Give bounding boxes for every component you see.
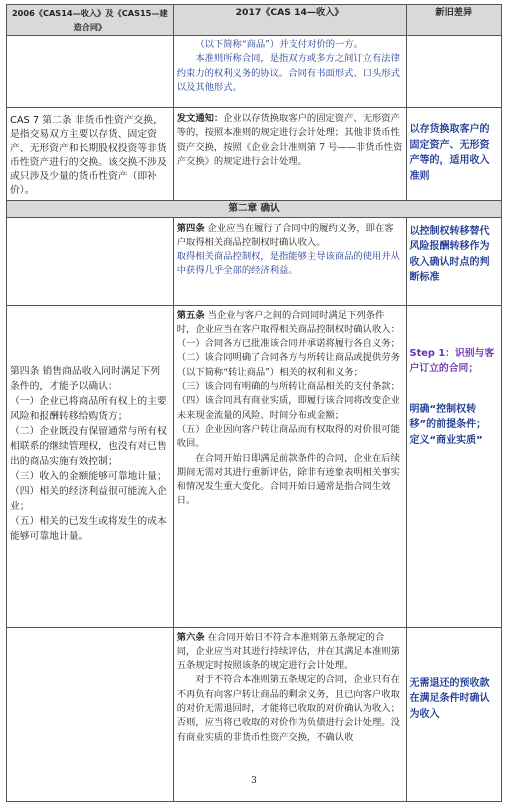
row1-old: CAS 7 第二条 非货币性资产交换，是指交易双方主要以存货、固定资产、无形资产和长期股权投资等非货币性资产进行的交换。该交换不涉及或只涉及少量的货币性资产（即补价）。 xyxy=(7,108,174,201)
text-line: （三）该合同有明确的与所转让商品相关的支付条款； xyxy=(176,381,400,393)
text-line: （以下简称“商品”）并支付对价的一方。 xyxy=(195,39,363,50)
text-line: 在合同开始日不符合本准则第五条规定的合同，企业应当对其进行持续评估，并在其满足本准则第五条规定时按照该条的规定进行会计处理。 xyxy=(176,631,400,672)
notice-heading: 发文通知： xyxy=(176,113,224,124)
article-number: 第五条 xyxy=(176,309,205,321)
table-header-row xyxy=(7,5,502,36)
text-line: （二）企业既没有保留通常与所有权相联系的继续管理权，也没有对已售出的商品实施有效控制； xyxy=(10,425,167,467)
diff-note: 定义“商业实质” xyxy=(409,434,483,446)
table-row xyxy=(7,36,502,108)
diff-note: 明确“控制权转移”的前提条件； xyxy=(409,403,487,431)
notice-text: 企业以存货换取客户的固定资产、无形资产等的，按照本准则的规定进行会计处理；其他非货币性资产交换，按照《企业会计准则第 7 号——非货币性资产交换》的规定进行会计处理。 xyxy=(176,113,403,167)
row0-diff xyxy=(406,36,501,108)
header-old-standard: 2006《CAS14—收入》及《CAS15—建造合同》 xyxy=(7,5,174,36)
text-line: （三）收入的金额能够可靠地计量； xyxy=(10,470,167,482)
row4-new xyxy=(173,627,406,801)
page-number: 3 xyxy=(251,776,257,786)
text-line: （五）企业因向客户转让商品而有权取得的对价很可能收回。 xyxy=(176,423,400,450)
text-line: （四）该合同具有商业实质，即履行该合同将改变企业未来现金流量的风险、时间分布或金额； xyxy=(176,395,400,421)
row3-new xyxy=(173,305,406,627)
text-line: （四）相关的经济利益很可能流入企业； xyxy=(10,485,167,512)
step-label: Step 1：识别与客户订立的合同； xyxy=(409,347,495,374)
text-line: 企业应当在履行了合同中的履约义务，即在客户取得相关商品控制权时确认收入。 xyxy=(176,222,394,248)
table-row xyxy=(7,305,502,627)
row2-old xyxy=(7,217,174,305)
header-new-standard: 2017《CAS 14—收入》 xyxy=(173,5,406,36)
text-line: 取得相关商品控制权，是指能够主导该商品的使用并从中获得几乎全部的经济利益。 xyxy=(176,251,400,277)
text-line: （一）合同各方已批准该合同并承诺将履行各自义务； xyxy=(176,338,400,350)
text-line: 当企业与客户之间的合同同时满足下列条件时，企业应当在客户取得相关商品控制权时确认收入： xyxy=(176,309,400,335)
row3-diff xyxy=(406,305,501,627)
row4-old xyxy=(7,627,174,801)
row0-new xyxy=(173,36,406,108)
text-line: 在合同开始日即满足前款条件的合同，企业在后续期间无需对其进行重新评估，除非有迹象表明相关事实和情况发生重大变化。合同开始日通常是指合同生效日。 xyxy=(176,452,400,507)
row1-diff: 以存货换取客户的固定资产、无形资产等的，适用收入准则 xyxy=(406,108,501,201)
text-line: （一）企业已将商品所有权上的主要风险和报酬转移给购货方； xyxy=(10,395,167,422)
table-row xyxy=(7,217,502,305)
row1-new xyxy=(173,108,406,201)
row2-diff: 以控制权转移替代风险报酬转移作为收入确认时点的判断标准 xyxy=(406,217,501,305)
row4-diff: 无需退还的预收款在满足条件时确认为收入 xyxy=(406,627,501,801)
chapter-row xyxy=(7,201,502,218)
article-number: 第六条 xyxy=(176,631,205,643)
article-number: 第四条 xyxy=(176,222,205,234)
comparison-table xyxy=(6,4,502,802)
text-line: 本准则所称合同，是指双方或多方之间订立有法律约束力的权利义务的协议。合同有书面形式、口头形式以及其他形式。 xyxy=(176,53,400,93)
text-line: （二）该合同明确了合同各方与所转让商品或提供劳务（以下简称“转让商品”）相关的权利和义务； xyxy=(176,352,400,378)
text-line: 第四条 销售商品收入同时满足下列条件的，才能予以确认： xyxy=(10,365,161,392)
row3-old xyxy=(7,305,174,627)
table-row xyxy=(7,108,502,201)
header-differences: 新旧差异 xyxy=(406,5,501,36)
row0-old xyxy=(7,36,174,108)
table-row xyxy=(7,627,502,801)
row2-new xyxy=(173,217,406,305)
chapter-title: 第二章 确认 xyxy=(7,201,502,218)
document-page xyxy=(6,4,502,802)
text-line: 对于不符合本准则第五条规定的合同，企业只有在不再负有向客户转让商品的剩余义务，且已向客户收取的对价无需退回时，才能将已收取的对价确认为收入；否则，应当将已收取的对价作为负债进行会计处理。没有商业实质的非货币性资产交换，不确认收 xyxy=(176,674,400,743)
text-line: （五）相关的已发生或将发生的成本能够可靠地计量。 xyxy=(10,515,167,542)
